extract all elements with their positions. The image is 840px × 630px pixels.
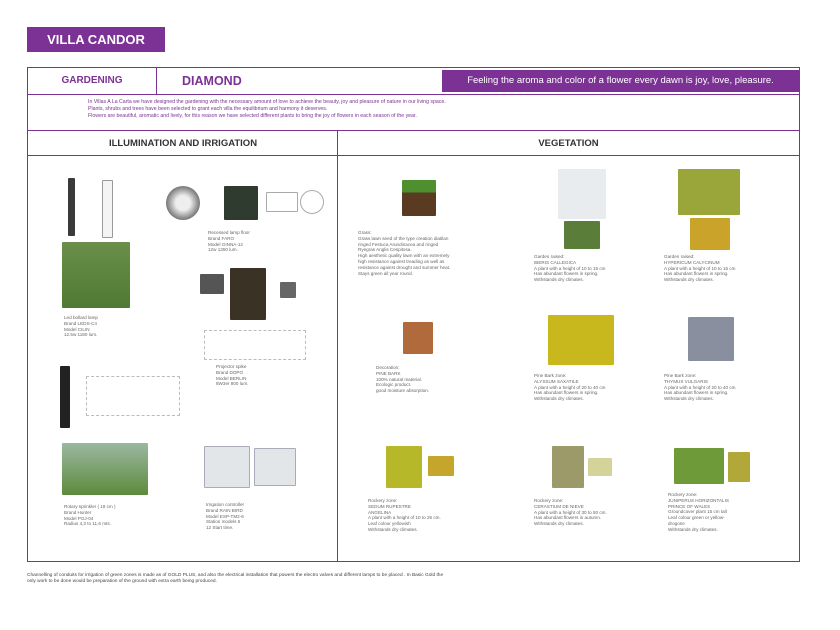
caption-line: Brand LEDS-C4: [64, 320, 97, 326]
caption-line: Brand DOPO: [216, 369, 244, 375]
sprinkler-drawing: [86, 376, 180, 416]
hypericum-photo: [678, 169, 740, 215]
caption-line: Brand FARO: [208, 235, 235, 241]
pine-bark-1-caption: [534, 373, 644, 402]
caption-line: 12 Start time.: [206, 525, 234, 531]
caption-line: Pine Bark zone:: [534, 373, 567, 378]
caption-line: A plant with a height of 10 to 15 cm: [534, 265, 606, 271]
recessed-lamp-drawing: [266, 192, 298, 212]
caption-line: Has abundant flowers in spring.: [664, 390, 729, 396]
alyssum-photo: [548, 315, 614, 365]
projector-spike-image: [200, 274, 224, 294]
caption-line: resistance against drought and summer heat.: [358, 264, 451, 270]
caption-line: IBERIS CALLEGICA: [534, 259, 577, 265]
footer-line: Channelling of conduits for irrigation of green zones is made as of GOLD PLUS, and also the electrical installation that powers the electro valves and different lamps to be placed . In Basic Gold the: [27, 573, 444, 578]
recessed-lamp-image: [166, 186, 200, 220]
caption-line: 100% natural material.: [376, 376, 422, 382]
caption-line: Led bollard lamp: [64, 315, 98, 320]
caption-line: CERASTIUM DE NIEVE: [534, 503, 584, 509]
tagline-banner: Feeling the aroma and color of a flower every dawn is joy, love, pleasure.: [442, 70, 799, 92]
caption-line: Model GINNA-12: [208, 241, 243, 247]
caption-line: PRINCE OF WALES: [668, 503, 711, 509]
decoration-caption: [376, 365, 476, 394]
caption-line: Recessed lamp floor: [208, 230, 250, 235]
header-bar: [28, 68, 799, 95]
caption-line: A plant with a height of 20 to 40 cm: [534, 384, 606, 390]
caption-line: Ryegras Anglis Cespitosa.: [358, 247, 412, 253]
caption-line: Rockery zone:: [534, 498, 564, 503]
caption-line: 12.5w 1180 lum.: [64, 332, 98, 338]
irrigation-controller-image: [254, 448, 296, 486]
recessed-lamp-drawing: [300, 190, 324, 214]
caption-line: high resistance against treading as well as: [358, 258, 445, 264]
iberis-photo: [564, 221, 600, 249]
vegetation-heading: VEGETATION: [338, 130, 799, 156]
pine-bark-photo: [403, 322, 433, 354]
caption-line: Garden raised:: [664, 254, 695, 259]
caption-line: Radius 4,3 to 11,6 mts.: [64, 521, 111, 527]
caption-line: SEDUM RUPESTRE: [368, 503, 411, 509]
caption-line: drogone: [668, 520, 685, 526]
caption-line: Model PGJ-04: [64, 515, 94, 521]
garden-raised-1-caption: [534, 254, 644, 283]
bollard-drawing: [102, 180, 113, 238]
sprinkler-garden-photo: [62, 443, 148, 495]
grass-caption: [358, 230, 483, 276]
caption-line: Grass:: [358, 230, 372, 235]
cerastium-photo: [552, 446, 584, 488]
caption-line: Brand Hunter: [64, 509, 92, 515]
iberis-photo: [558, 169, 606, 219]
caption-line: PINE BARK: [376, 370, 401, 376]
caption-line: Withstands dry climates.: [664, 396, 714, 402]
sprinkler-caption: [64, 504, 154, 527]
hypericum-photo: [690, 218, 730, 250]
caption-line: Has abundant flowers in autumn.: [534, 515, 602, 521]
caption-line: Pine Bark zone:: [664, 373, 697, 378]
bollard-caption: [64, 315, 154, 338]
caption-line: Withstands dry climates.: [534, 521, 584, 527]
caption-line: Projector spike: [216, 364, 247, 369]
caption-line: Irrigation controller: [206, 502, 245, 507]
caption-line: Brand RAIN BIRD: [206, 507, 243, 513]
caption-line: Stays green all year round.: [358, 270, 413, 276]
caption-line: High aesthetic quality lawn with an extremely: [358, 253, 450, 259]
footer-note: [27, 573, 647, 585]
caption-line: Leaf colour yellowish: [368, 521, 411, 527]
intro-text: [88, 99, 778, 120]
caption-line: good moisture absorption.: [376, 388, 430, 394]
irrigation-controller-image: [204, 446, 250, 488]
caption-line: Groundcover plant 15 cm tall: [668, 509, 727, 515]
sedum-photo: [428, 456, 454, 476]
cerastium-photo: [588, 458, 612, 476]
caption-line: Model BERLIN: [216, 375, 247, 381]
sedum-photo: [386, 446, 422, 488]
juniperus-photo: [728, 452, 750, 482]
illumination-heading: ILLUMINATION AND IRRIGATION: [28, 130, 338, 156]
caption-line: Station models 6: [206, 519, 241, 525]
rockery-1-caption: [368, 498, 478, 533]
brand-badge: VILLA CANDOR: [27, 27, 165, 52]
level-label: DIAMOND: [182, 74, 242, 88]
rockery-2-caption: [534, 498, 644, 527]
caption-line: Has abundant flowers in spring.: [664, 271, 729, 277]
controller-caption: [206, 502, 296, 531]
caption-line: Withstands dry climates.: [534, 277, 584, 283]
caption-line: ALYSSUM SAXATILE: [534, 378, 579, 384]
content-frame: [27, 67, 800, 562]
caption-line: Ecologic product.: [376, 382, 412, 388]
projector-caption: [216, 364, 306, 387]
caption-line: A plant with a height of 20 to 40 cm: [664, 384, 736, 390]
caption-line: Withstands dry climates.: [368, 526, 418, 532]
intro-line: Flowers are beautiful, aromatic and lively, for this reason we have selected different plants to bring the joy of flowers in each season of the year.: [88, 113, 417, 119]
pine-bark-2-caption: [664, 373, 774, 402]
caption-line: Decoration:: [376, 365, 400, 370]
caption-line: ringed Festuca Arundinacea and ringed: [358, 241, 439, 247]
bollard-garden-photo: [62, 242, 130, 308]
caption-line: JUNIPERUS HORIZONTALIS: [668, 497, 729, 503]
caption-line: Rotary sprinkler ( 19 cm ): [64, 504, 116, 509]
caption-line: Leaf colour green or yellow-: [668, 515, 725, 521]
bollard-lamp-image: [68, 178, 75, 236]
projector-photo: [230, 268, 266, 320]
caption-line: A plant with a height of 30 to 50 cm.: [534, 509, 607, 515]
intro-line: In Villas A La Carta we have designed the gardening with the necessary amount of love to achieve the beauty, joy and pleasure of nature in our living space.: [88, 99, 446, 105]
caption-line: ANGELINA: [368, 509, 392, 515]
grass-image: [402, 180, 436, 216]
projector-spike-image: [280, 282, 296, 298]
intro-line: Plants, shrubs and trees have been selected to grant each villa the equilibrium and harmony it deserves.: [88, 106, 328, 112]
caption-line: Withstands dry climates.: [664, 277, 714, 283]
caption-line: Has abundant flowers in spring.: [534, 390, 599, 396]
caption-line: Garden raised:: [534, 254, 565, 259]
caption-line: Rockery zone:: [368, 498, 398, 503]
caption-line: Has abundant flowers in spring.: [534, 271, 599, 277]
caption-line: Rockery zone:: [668, 492, 698, 497]
garden-raised-2-caption: [664, 254, 774, 283]
caption-line: Withstands dry climates.: [534, 396, 584, 402]
sprinkler-image: [60, 366, 70, 428]
projector-drawing: [204, 330, 306, 360]
caption-line: Withstands dry climates.: [668, 526, 718, 532]
caption-line: A plant with a height of 10 to 15 cm: [664, 265, 736, 271]
recessed-lamp-photo: [224, 186, 258, 220]
section-label: GARDENING: [28, 68, 157, 94]
caption-line: 8W3er 800 lum.: [216, 381, 249, 387]
caption-line: THYMUS VULGARIS: [664, 378, 708, 384]
footer-line: only work to be done would be preparation of the ground with extra earth being produced.: [27, 579, 217, 584]
caption-line: HYPERICUM CALYCINUM: [664, 259, 720, 265]
caption-line: A plant with a height of 10 to 25 cm.: [368, 515, 441, 521]
caption-line: Grass lawn seed of the type creation diatilan: [358, 235, 449, 241]
rockery-3-caption: [668, 492, 788, 533]
thymus-photo: [688, 317, 734, 361]
juniperus-photo: [674, 448, 724, 484]
recessed-caption: [208, 230, 298, 253]
caption-line: Model CILIN: [64, 326, 90, 332]
caption-line: Model ESP-TM2-6: [206, 513, 244, 519]
column-divider: [337, 130, 338, 562]
caption-line: 12w 1350 lum.: [208, 247, 238, 253]
